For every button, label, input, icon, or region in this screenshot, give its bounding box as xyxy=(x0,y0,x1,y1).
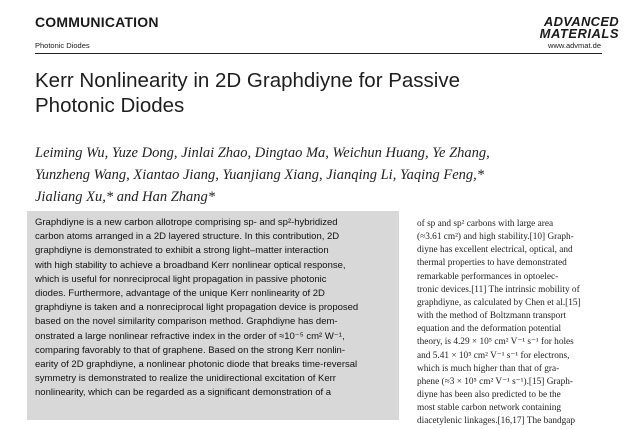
body-line: with the method of Boltzmann transport xyxy=(417,311,566,322)
abstract-line: with high stability to achieve a broadband Kerr nonlinear optical response, xyxy=(35,259,346,271)
body-line: and 5.41 × 10⁵ cm² V⁻¹ s⁻¹ for electrons, xyxy=(417,350,570,361)
abstract-line: graphdiyne is taken and a nonreciprocal light propagation device is proposed xyxy=(35,302,359,314)
abstract-text xyxy=(35,216,397,401)
body-line: phene (≈3 × 10⁵ cm² V⁻¹ s⁻¹).[15] Graph- xyxy=(417,376,574,387)
body-line: theory, is 4.29 × 10⁵ cm² V⁻¹ s⁻¹ for holes xyxy=(417,337,574,348)
body-line: remarkable performances in optoelec- xyxy=(417,271,559,282)
body-line: which is much higher than that of gra- xyxy=(417,363,560,374)
abstract-line: Graphdiyne is a new carbon allotrope comprising sp- and sp²-hybridized xyxy=(35,217,338,228)
section-label: COMMUNICATION xyxy=(35,14,159,30)
body-line: of sp and sp² carbons with large area xyxy=(417,219,554,229)
body-text-column xyxy=(417,218,604,429)
body-line: diyne has excellent electrical, optical, and xyxy=(417,245,573,256)
journal-logo-line2: MATERIALS xyxy=(539,26,619,41)
abstract-line: based on the novel similarity comparison method. Graphdiyne has dem- xyxy=(35,316,338,328)
body-line: thermal properties to have demonstrated xyxy=(417,258,567,269)
abstract-line: diodes. Furthermore, advantage of the unique Kerr nonlinearity of 2D xyxy=(35,288,325,300)
body-line: most stable carbon network containing xyxy=(417,403,562,414)
title-line: Photonic Diodes xyxy=(35,94,185,117)
abstract-line: comparing favorably to that of graphene. Based on the strong Kerr nonlin- xyxy=(35,344,345,356)
abstract-line: nonlinearity, which can be regarded as a significant demonstration of a xyxy=(35,387,332,399)
body-line: (≈3.61 cm²) and high stability.[10] Graph- xyxy=(417,232,574,243)
body-line: graphdiyne, as calculated by Chen et al.[15] xyxy=(417,297,581,308)
journal-logo xyxy=(509,16,619,40)
author-list xyxy=(35,142,565,208)
body-line: equation and the deformation potential xyxy=(417,324,562,335)
header-divider xyxy=(35,53,602,54)
author-line: Leiming Wu, Yuze Dong, Jinlai Zhao, Dingtao Ma, Weichun Huang, Ye Zhang, xyxy=(35,145,490,161)
abstract-line: earity of 2D graphdiyne, a nonlinear photonic diode that breaks time-reversal xyxy=(35,359,358,371)
abstract-line: which is useful for nonreciprocal light propagation in passive photonic xyxy=(35,273,327,285)
abstract-line: carbon atoms arranged in a 2D layered structure. In this contribution, 2D xyxy=(35,231,340,243)
author-line: Jialiang Xu,* and Han Zhang* xyxy=(35,189,216,205)
body-line: diacetylenic linkages.[16,17] The bandgap xyxy=(417,416,576,427)
journal-logo-line1: ADVANCED xyxy=(543,14,619,29)
abstract-line: graphdiyne is demonstrated to exhibit a strong light–matter interaction xyxy=(35,245,329,257)
subsection-label: Photonic Diodes xyxy=(35,41,90,50)
abstract-line: onstrated a large nonlinear refractive index in the order of ≈10⁻⁵ cm² W⁻¹, xyxy=(35,330,345,342)
article-title xyxy=(35,68,595,118)
author-line: Yunzheng Wang, Xiantao Jiang, Yuanjiang Xiang, Jianqing Li, Yaqing Feng,* xyxy=(35,167,485,183)
body-line: diyne has been also predicted to be the xyxy=(417,390,561,401)
journal-website: www.advmat.de xyxy=(548,41,601,50)
title-line: Kerr Nonlinearity in 2D Graphdiyne for Passive xyxy=(35,69,460,92)
body-line: tronic devices.[11] The intrinsic mobility of xyxy=(417,284,580,295)
abstract-line: symmetry is demonstrated to realize the unidirectional excitation of Kerr xyxy=(35,373,336,385)
